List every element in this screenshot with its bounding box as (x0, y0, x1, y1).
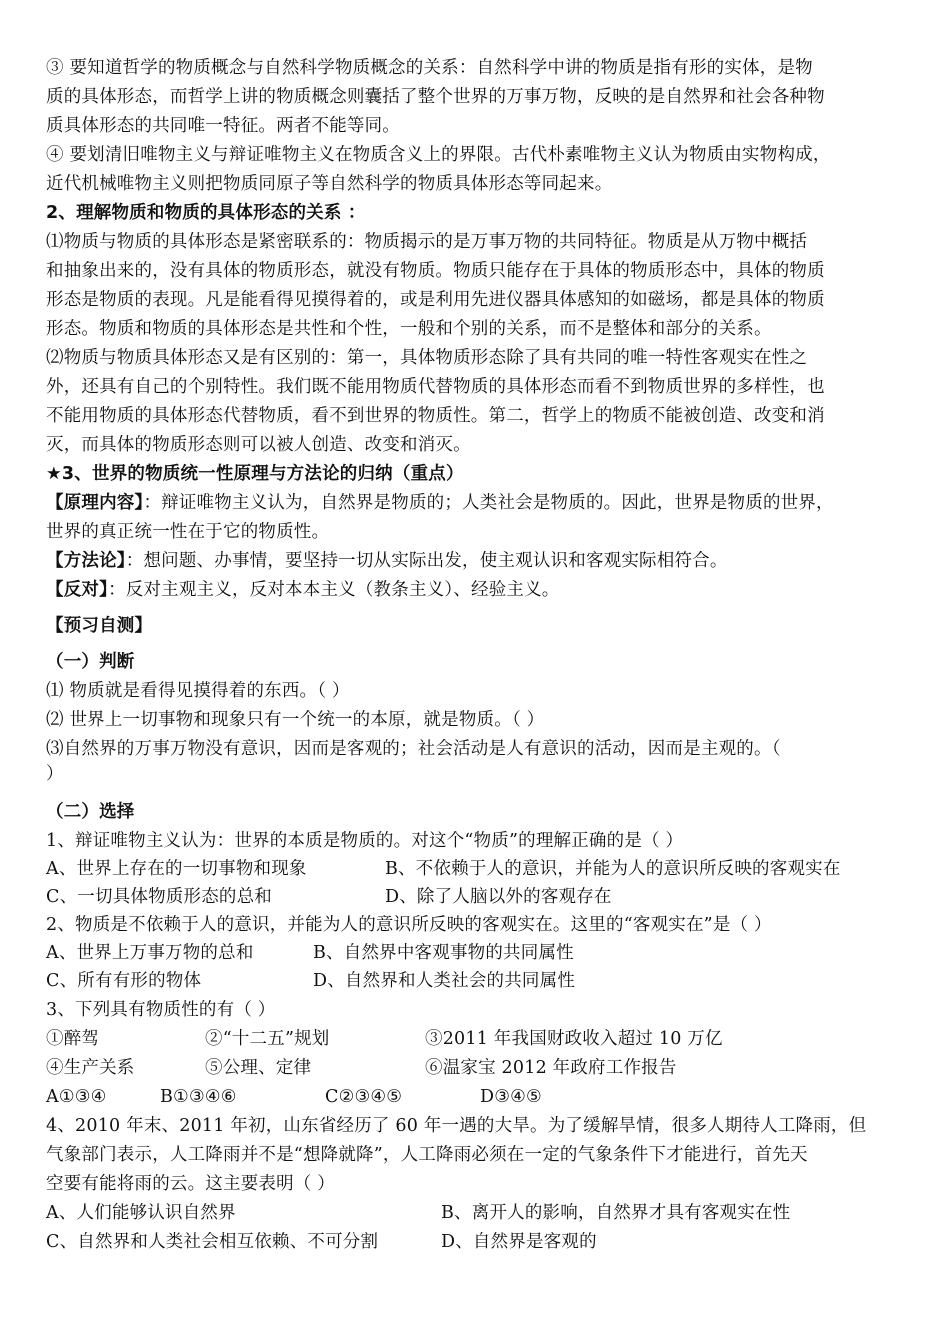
question-4-cont: 气象部门表示，人工降雨并不是“想降就降”，人工降雨必须在一定的气象条件下才能进行，首先天 (46, 1145, 808, 1165)
option-c: C、所有有形的物体 (46, 971, 202, 991)
option-b: B①③④⑥ (160, 1087, 237, 1107)
option-d: D、除了人脑以外的客观存在 (385, 887, 612, 907)
item-4: ④生产关系 (46, 1058, 135, 1078)
principle-line (46, 489, 834, 517)
principle-label: 【原理内容】 (46, 493, 144, 513)
judge-item: ⑵ 世界上一切事物和现象只有一个统一的本原，就是物质。（ ） (46, 710, 545, 730)
option-a: A、世界上万事万物的总和 (46, 943, 254, 963)
question-2: 2、物质是不依赖于人的意识，并能为人的意识所反映的客观实在。这里的“客观实在”是（ ） (46, 915, 772, 935)
option-d: D、自然界和人类社会的共同属性 (313, 971, 576, 991)
option-b: B、离开人的影响，自然界才具有客观实在性 (441, 1203, 791, 1223)
option-a: A①③④ (46, 1087, 107, 1107)
option-d: D、自然界是客观的 (441, 1232, 597, 1252)
item-1: ①醉驾 (46, 1029, 100, 1049)
paragraph-line: ③ 要知道哲学的物质概念与自然科学物质概念的关系：自然科学中讲的物质是指有形的实体，是物 (46, 58, 813, 78)
oppose-text: ：反对主观主义，反对本本主义（教条主义）、经验主义。 (108, 580, 560, 600)
choice-heading: （二）选择 (46, 802, 135, 822)
question-1: 1、辩证唯物主义认为：世界的本质是物质的。对这个“物质”的理解正确的是（ ） (46, 831, 684, 851)
item-3: ③2011 年我国财政收入超过 10 万亿 (425, 1029, 723, 1049)
option-b: B、自然界中客观事物的共同属性 (313, 943, 574, 963)
paragraph-line: 和抽象出来的，没有具体的物质形态，就没有物质。物质只能存在于具体的物质形态中，具体的物质 (46, 261, 825, 281)
paragraph-line: 质的具体形态，而哲学上讲的物质概念则囊括了整个世界的万事万物，反映的是自然界和社会各种物 (46, 87, 825, 107)
item-5: ⑤公理、定律 (205, 1058, 312, 1078)
paragraph-line: 不能用物质的具体形态代替物质，看不到世界的物质性。第二，哲学上的物质不能被创造、改变和消 (46, 406, 825, 426)
method-line (46, 547, 728, 575)
judge-item-cont: ） (46, 764, 64, 784)
paragraph-line: 灭，而具体的物质形态则可以被人创造、改变和消灭。 (46, 435, 471, 455)
option-c: C②③④⑤ (325, 1087, 403, 1107)
paragraph-line: ④ 要划清旧唯物主义与辩证唯物主义在物质含义上的界限。古代朴素唯物主义认为物质由实物构成， (46, 145, 831, 165)
question-4: 4、2010 年末、2011 年初，山东省经历了 60 年一遇的大旱。为了缓解旱情，很多人期待人工降雨，但 (46, 1116, 867, 1136)
paragraph-line: 外，还具有自己的个别特性。我们既不能用物质代替物质的具体形态而看不到物质世界的多样性，也 (46, 377, 825, 397)
oppose-line (46, 576, 560, 604)
option-b: B、不依赖于人的意识，并能为人的意识所反映的客观实在 (385, 859, 841, 879)
method-label: 【方法论】 (46, 551, 126, 571)
option-d: D③④⑤ (480, 1087, 542, 1107)
principle-text: ：辩证唯物主义认为，自然界是物质的；人类社会是物质的。因此，世界是物质的世界， (143, 493, 834, 513)
option-a: A、人们能够认识自然界 (46, 1203, 236, 1223)
paragraph-line: 质具体形态的共同唯一特征。两者不能等同。 (46, 116, 400, 136)
method-text: ：想问题、办事情，要坚持一切从实际出发，使主观认识和客观实际相符合。 (125, 551, 728, 571)
section-heading: 2、理解物质和物质的具体形态的关系 ： (46, 203, 366, 223)
paragraph-line: 近代机械唯物主义则把物质同原子等自然科学的物质具体形态等同起来。 (46, 174, 613, 194)
judge-heading: （一）判断 (46, 652, 135, 672)
judge-item: ⑴ 物质就是看得见摸得着的东西。（ ） (46, 681, 350, 701)
judge-item: ⑶自然界的万事万物没有意识，因而是客观的；社会活动是人有意识的活动，因而是主观的。（ (46, 739, 781, 759)
item-6: ⑥温家宝 2012 年政府工作报告 (425, 1058, 677, 1078)
paragraph-line: 形态。物质和物质的具体形态是共性和个性，一般和个别的关系，而不是整体和部分的关系。 (46, 319, 772, 339)
option-a: A、世界上存在的一切事物和现象 (46, 859, 307, 879)
paragraph-line: 世界的真正统一性在于它的物质性。 (46, 522, 330, 542)
option-c: C、自然界和人类社会相互依赖、不可分割 (46, 1232, 379, 1252)
option-c: C、一切具体物质形态的总和 (46, 887, 272, 907)
paragraph-line: ⑵物质与物质具体形态又是有区别的：第一，具体物质形态除了具有共同的唯一特性客观实在性之 (46, 348, 808, 368)
item-2: ②“十二五”规划 (205, 1029, 330, 1049)
section-heading: ★3、世界的物质统一性原理与方法论的归纳（重点） (46, 464, 464, 484)
oppose-label: 【反对】 (46, 580, 109, 600)
question-4-cont: 空要有能将雨的云。这主要表明（ ） (46, 1174, 335, 1194)
paragraph-line: ⑴物质与物质的具体形态是紧密联系的：物质揭示的是万事万物的共同特征。物质是从万物中概括 (46, 232, 808, 252)
question-3: 3、下列具有物质性的有（ ） (46, 1000, 276, 1020)
preview-heading: 【预习自测】 (46, 616, 153, 636)
paragraph-line: 形态是物质的表现。凡是能看得见摸得着的，或是利用先进仪器具体感知的如磁场，都是具体的物质 (46, 290, 825, 310)
